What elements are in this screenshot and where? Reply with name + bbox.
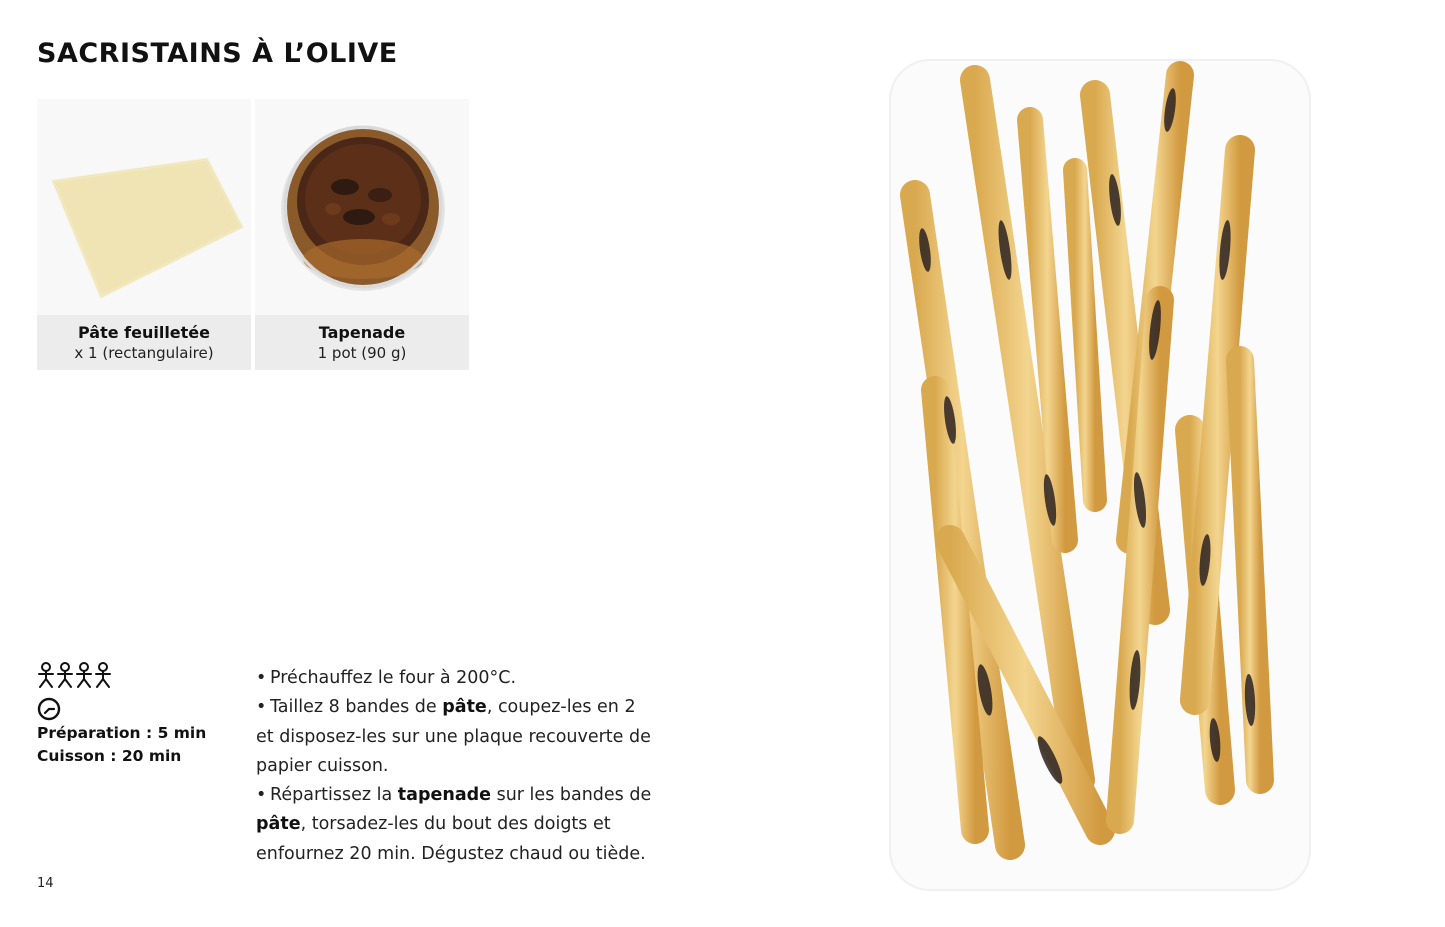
puff-pastry-image xyxy=(37,99,251,315)
four-people-icon xyxy=(37,662,206,690)
recipe-meta xyxy=(37,662,206,768)
ingredient-name: Tapenade xyxy=(318,323,406,342)
preparation-time: Préparation : 5 min xyxy=(37,724,207,742)
recipe-title: SACRISTAINS À L’OLIVE xyxy=(37,38,398,69)
recipe-steps xyxy=(256,664,656,869)
clock-icon xyxy=(37,696,206,722)
page-number: 14 xyxy=(37,876,54,891)
step-1: • Préchauffez le four à 200°C. xyxy=(256,668,517,688)
ingredient-quantity: 1 pot (90 g) xyxy=(317,344,407,362)
cheese-straws-plate-image xyxy=(720,0,1445,927)
ingredient-label xyxy=(255,315,469,370)
ingredient-name: Pâte feuilletée xyxy=(77,323,211,342)
ingredient-label xyxy=(37,315,251,370)
step-3: • Répartissez la tapenade sur les bandes de pâte, torsadez-les du bout des doigts et enfournez 20 min. Dégustez chaud ou tiède. xyxy=(256,785,652,864)
ingredient-quantity: x 1 (rectangulaire) xyxy=(74,344,214,362)
cooking-time: Cuisson : 20 min xyxy=(37,747,182,765)
step-2: • Taillez 8 bandes de pâte, coupez-les en 2 et disposez-les sur une plaque recouverte de papier cuisson. xyxy=(256,697,651,776)
ingredient-card-pate xyxy=(37,99,251,370)
tapenade-jar-image xyxy=(255,99,469,315)
ingredient-card-tapenade xyxy=(255,99,469,370)
